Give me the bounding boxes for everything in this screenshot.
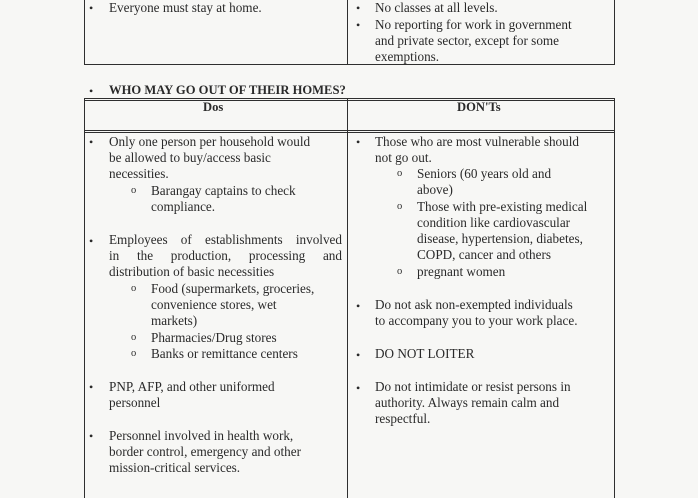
bullet: • <box>356 18 361 32</box>
donts-sub-item-line: disease, hypertension, diabetes, <box>417 231 583 246</box>
header-dos: Dos <box>203 100 224 114</box>
dos-sub-item-line: Pharmacies/Drug stores <box>151 330 277 345</box>
header-bottom-border-double <box>84 132 615 133</box>
donts-sub-item-line: above) <box>417 182 453 197</box>
top-table-left-border <box>84 0 85 65</box>
donts-item-line: to accompany you to your work place. <box>375 313 578 328</box>
dos-sub-item-line: convenience stores, wet <box>151 297 277 312</box>
sub-bullet: o <box>131 185 137 196</box>
donts-sub-item-line: pregnant women <box>417 264 506 279</box>
table-column-divider <box>347 98 348 498</box>
sub-bullet: o <box>397 168 403 179</box>
bullet: • <box>356 348 361 362</box>
donts-item-line: authority. Always remain calm and <box>375 395 560 410</box>
dos-sub-item-line: Food (supermarkets, groceries, <box>151 281 315 296</box>
dos-item-line: distribution of basic necessities <box>109 264 275 279</box>
top-table-bottom-border <box>84 64 615 65</box>
header-donts: DON'Ts <box>457 100 501 114</box>
bullet: • <box>356 299 361 313</box>
dos-item-line: PNP, AFP, and other uniformed <box>109 379 275 394</box>
dos-sub-item-line: compliance. <box>151 199 216 214</box>
bullet: • <box>356 381 361 395</box>
dos-item-line: Employees of establishments involved <box>109 232 342 247</box>
dos-item-line: mission-critical services. <box>109 460 241 475</box>
bullet: • <box>89 234 94 248</box>
top-table-right-border <box>614 0 615 65</box>
donts-sub-item-line: Seniors (60 years old and <box>417 166 552 181</box>
top-right-item-text: No classes at all levels. <box>375 0 498 15</box>
heading-bullet: • <box>89 84 94 98</box>
top-table-divider <box>347 0 348 65</box>
table-right-border <box>614 98 615 498</box>
dos-sub-item-line: Banks or remittance centers <box>151 346 298 361</box>
top-right-item-text: and private sector, except for some <box>375 33 560 48</box>
header-bottom-border <box>84 130 615 131</box>
bullet: • <box>89 1 94 15</box>
dos-item-line: Only one person per household would <box>109 134 311 149</box>
bullet: • <box>89 380 94 394</box>
bullet: • <box>356 1 361 15</box>
bullet: • <box>356 135 361 149</box>
bullet: • <box>89 429 94 443</box>
bullet: • <box>89 135 94 149</box>
sub-bullet: o <box>131 348 137 359</box>
table-top-border <box>84 98 615 99</box>
donts-sub-item-line: Those with pre-existing medical <box>417 199 588 214</box>
donts-item-line: DO NOT LOITER <box>375 346 475 361</box>
sub-bullet: o <box>131 332 137 343</box>
section-heading: WHO MAY GO OUT OF THEIR HOMES? <box>109 83 346 97</box>
sub-bullet: o <box>397 201 403 212</box>
sub-bullet: o <box>131 283 137 294</box>
dos-item-line: Personnel involved in health work, <box>109 428 294 443</box>
dos-item-line: in the production, processing and <box>109 248 342 263</box>
donts-item-line: not go out. <box>375 150 432 165</box>
table-top-border-double <box>84 100 615 101</box>
sub-bullet: o <box>397 266 403 277</box>
dos-item-line: be allowed to buy/access basic <box>109 150 271 165</box>
dos-sub-item-line: Barangay captains to check <box>151 183 296 198</box>
top-left-item-text: Everyone must stay at home. <box>109 0 262 15</box>
dos-item-line: border control, emergency and other <box>109 444 301 459</box>
dos-sub-item-line: markets) <box>151 313 198 328</box>
dos-item-line: personnel <box>109 395 161 410</box>
top-right-item-text: No reporting for work in government <box>375 17 572 32</box>
donts-sub-item-line: COPD, cancer and others <box>417 247 552 262</box>
table-left-border <box>84 98 85 498</box>
donts-sub-item-line: condition like cardiovascular <box>417 215 571 230</box>
top-right-item-text: exemptions. <box>375 49 440 64</box>
donts-item-line: Do not intimidate or resist persons in <box>375 379 571 394</box>
donts-item-line: Do not ask non-exempted individuals <box>375 297 573 312</box>
donts-item-line: respectful. <box>375 411 431 426</box>
donts-item-line: Those who are most vulnerable should <box>375 134 579 149</box>
dos-item-line: necessities. <box>109 166 169 181</box>
